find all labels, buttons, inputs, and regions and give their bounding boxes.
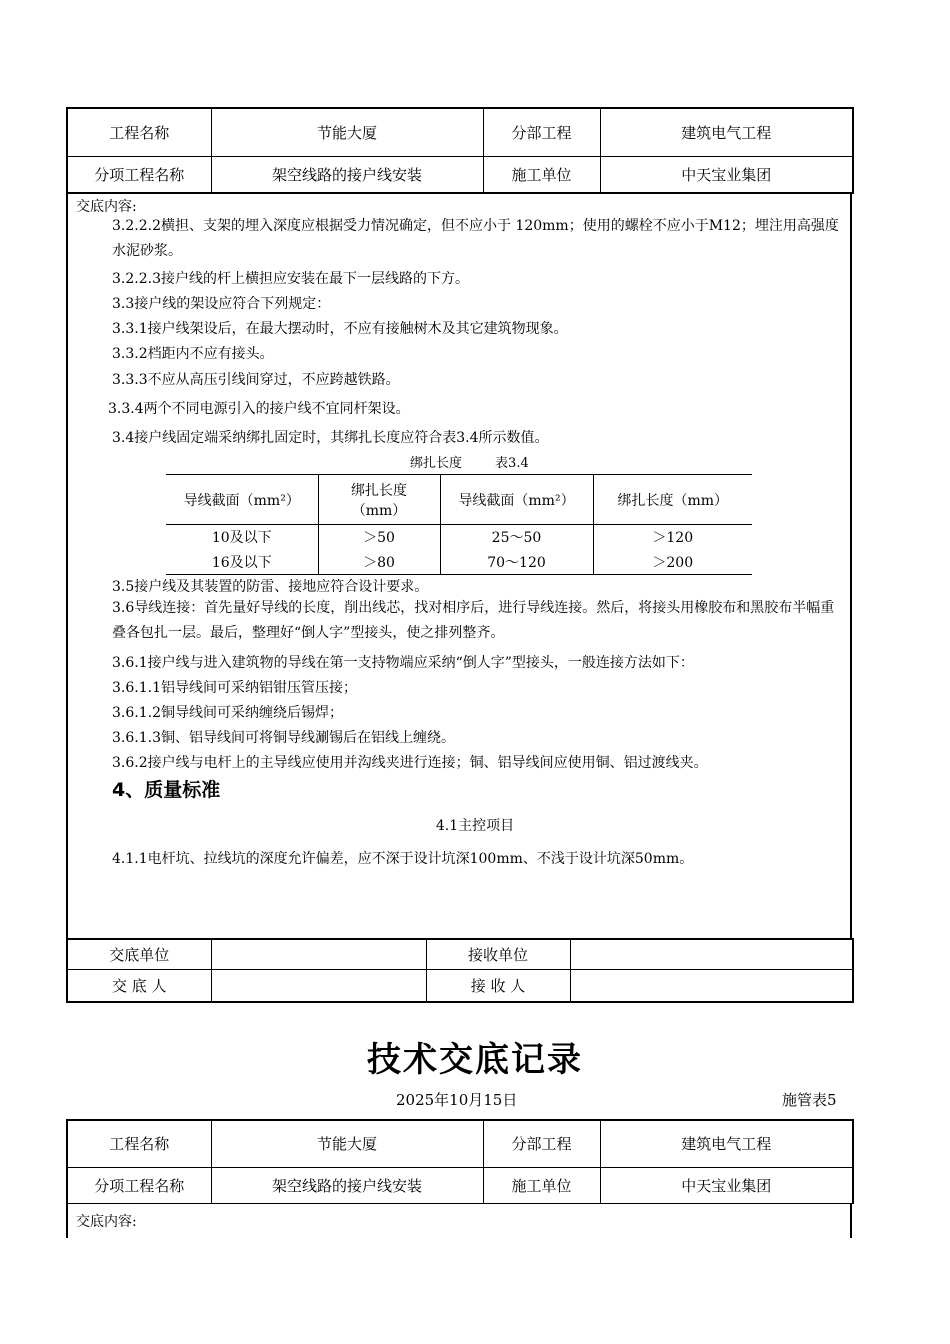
clause-3-6-1: 3.6.1接户线与进入建筑物的导线在第一支持物端应采纳“倒人字”型接头，一般连接方法如下： xyxy=(112,655,694,671)
clause-3-3: 3.3接户线的架设应符合下列规定： xyxy=(112,296,331,312)
table-header-cell: 绑扎长度（mm） xyxy=(318,475,440,525)
table-cell: ＞80 xyxy=(318,550,440,575)
subproject-label: 分项工程名称 xyxy=(67,156,211,193)
binding-length-table xyxy=(166,474,752,575)
subproject-label: 分项工程名称 xyxy=(67,1167,211,1203)
clause-3-3-2: 3.3.2档距内不应有接头。 xyxy=(112,346,274,362)
table-cell: 25～50 xyxy=(440,525,593,550)
division-label: 分部工程 xyxy=(483,108,600,156)
subsection-title: 4.1主控项目 xyxy=(435,818,515,834)
issuer-unit-value xyxy=(211,939,426,969)
subproject-value: 架空线路的接户线安装 xyxy=(211,1167,483,1203)
contractor-value: 中天宝业集团 xyxy=(600,156,853,193)
content-label: 交底内容: xyxy=(76,199,137,215)
issuer-label: 交 底 人 xyxy=(67,969,211,1002)
table-header-cell: 导线截面（mm²） xyxy=(440,475,593,525)
table-caption: 绑扎长度 表3.4 xyxy=(410,456,529,471)
clause-3-6-2: 3.6.2接户线与电杆上的主导线应使用并沟线夹进行连接；铜、铝导线间应使用铜、铝过渡线夹。 xyxy=(112,755,708,771)
table-cell: 70～120 xyxy=(440,550,593,575)
issuer-unit-label: 交底单位 xyxy=(67,939,211,969)
page-title: 技术交底记录 xyxy=(367,1040,583,1080)
table-cell: 16及以下 xyxy=(166,550,318,575)
table-cell: ＞120 xyxy=(652,530,694,547)
project-name-value: 节能大厦 xyxy=(211,1120,483,1167)
receiver-label: 接 收 人 xyxy=(426,969,570,1002)
header-table xyxy=(66,107,854,194)
subproject-value: 架空线路的接户线安装 xyxy=(211,156,483,193)
clause-3-6-1-1: 3.6.1.1铝导线间可采纳铝钳压管压接； xyxy=(112,680,357,696)
contractor-label: 施工单位 xyxy=(483,1167,600,1203)
clause-3-4: 3.4接户线固定端采纳绑扎固定时，其绑扎长度应符合表3.4所示数值。 xyxy=(112,430,549,446)
table-cell: ＞200 xyxy=(652,554,694,571)
receiver-unit-label: 接收单位 xyxy=(426,939,570,969)
signature-table xyxy=(66,938,854,1003)
clause-3-6-1-3: 3.6.1.3铜、铝导线间可将铜导线涮锡后在铝线上缠绕。 xyxy=(112,730,455,746)
table-header-cell: 绑扎长度（mm） xyxy=(617,492,729,509)
content-label-2: 交底内容: xyxy=(76,1214,137,1230)
contractor-label: 施工单位 xyxy=(483,156,600,193)
clause-3-3-1: 3.3.1接户线架设后，在最大摆动时，不应有接触树木及其它建筑物现象。 xyxy=(112,321,568,337)
clause-3-6: 3.6导线连接：首先量好导线的长度，削出线芯，找对相序后，进行导线连接。然后，将接头用橡胶布和黑胶布半幅重叠各包扎一层。最后，整理好“倒人字”型接头，使之排列整齐。 xyxy=(112,600,835,641)
division-label: 分部工程 xyxy=(483,1120,600,1167)
clause-4-1-1: 4.1.1电杆坑、拉线坑的深度允许偏差，应不深于设计坑深100mm、不浅于设计坑深50mm。 xyxy=(112,851,694,867)
clause-3-3-4: 3.3.4两个不同电源引入的接户线不宜同杆架设。 xyxy=(108,401,410,417)
date-text: 2025年10月15日 xyxy=(396,1091,518,1109)
project-name-label: 工程名称 xyxy=(67,1120,211,1167)
clause-3-5: 3.5接户线及其装置的防雷、接地应符合设计要求。 xyxy=(112,579,429,595)
table-cell: ＞50 xyxy=(318,525,440,550)
table-cell: 10及以下 xyxy=(166,525,318,550)
division-value: 建筑电气工程 xyxy=(600,108,853,156)
project-name-value: 节能大厦 xyxy=(211,108,483,156)
issuer-value xyxy=(211,969,426,1002)
project-name-label: 工程名称 xyxy=(67,108,211,156)
contractor-value: 中天宝业集团 xyxy=(600,1167,853,1203)
clause-3-2-2-2: 3.2.2.2横担、支架的埋入深度应根据受力情况确定，但不应小于 120mm；使用的螺栓不应小于M12；埋注用高强度水泥砂浆。 xyxy=(112,218,839,259)
table-header-cell: 导线截面（mm²） xyxy=(166,475,318,525)
header-table-2 xyxy=(66,1119,854,1204)
form-number: 施管表5 xyxy=(782,1091,837,1109)
receiver-value xyxy=(570,969,853,1002)
division-value: 建筑电气工程 xyxy=(600,1120,853,1167)
content-frame-2 xyxy=(66,1203,852,1238)
clause-3-2-2-3: 3.2.2.3接户线的杆上横担应安装在最下一层线路的下方。 xyxy=(112,271,469,287)
clause-3-3-3: 3.3.3不应从高压引线间穿过，不应跨越铁路。 xyxy=(112,372,400,388)
section-title: 4、质量标准 xyxy=(112,779,221,801)
clause-3-6-1-2: 3.6.1.2铜导线间可采纳缠绕后锡焊； xyxy=(112,705,343,721)
receiver-unit-value xyxy=(570,939,853,969)
